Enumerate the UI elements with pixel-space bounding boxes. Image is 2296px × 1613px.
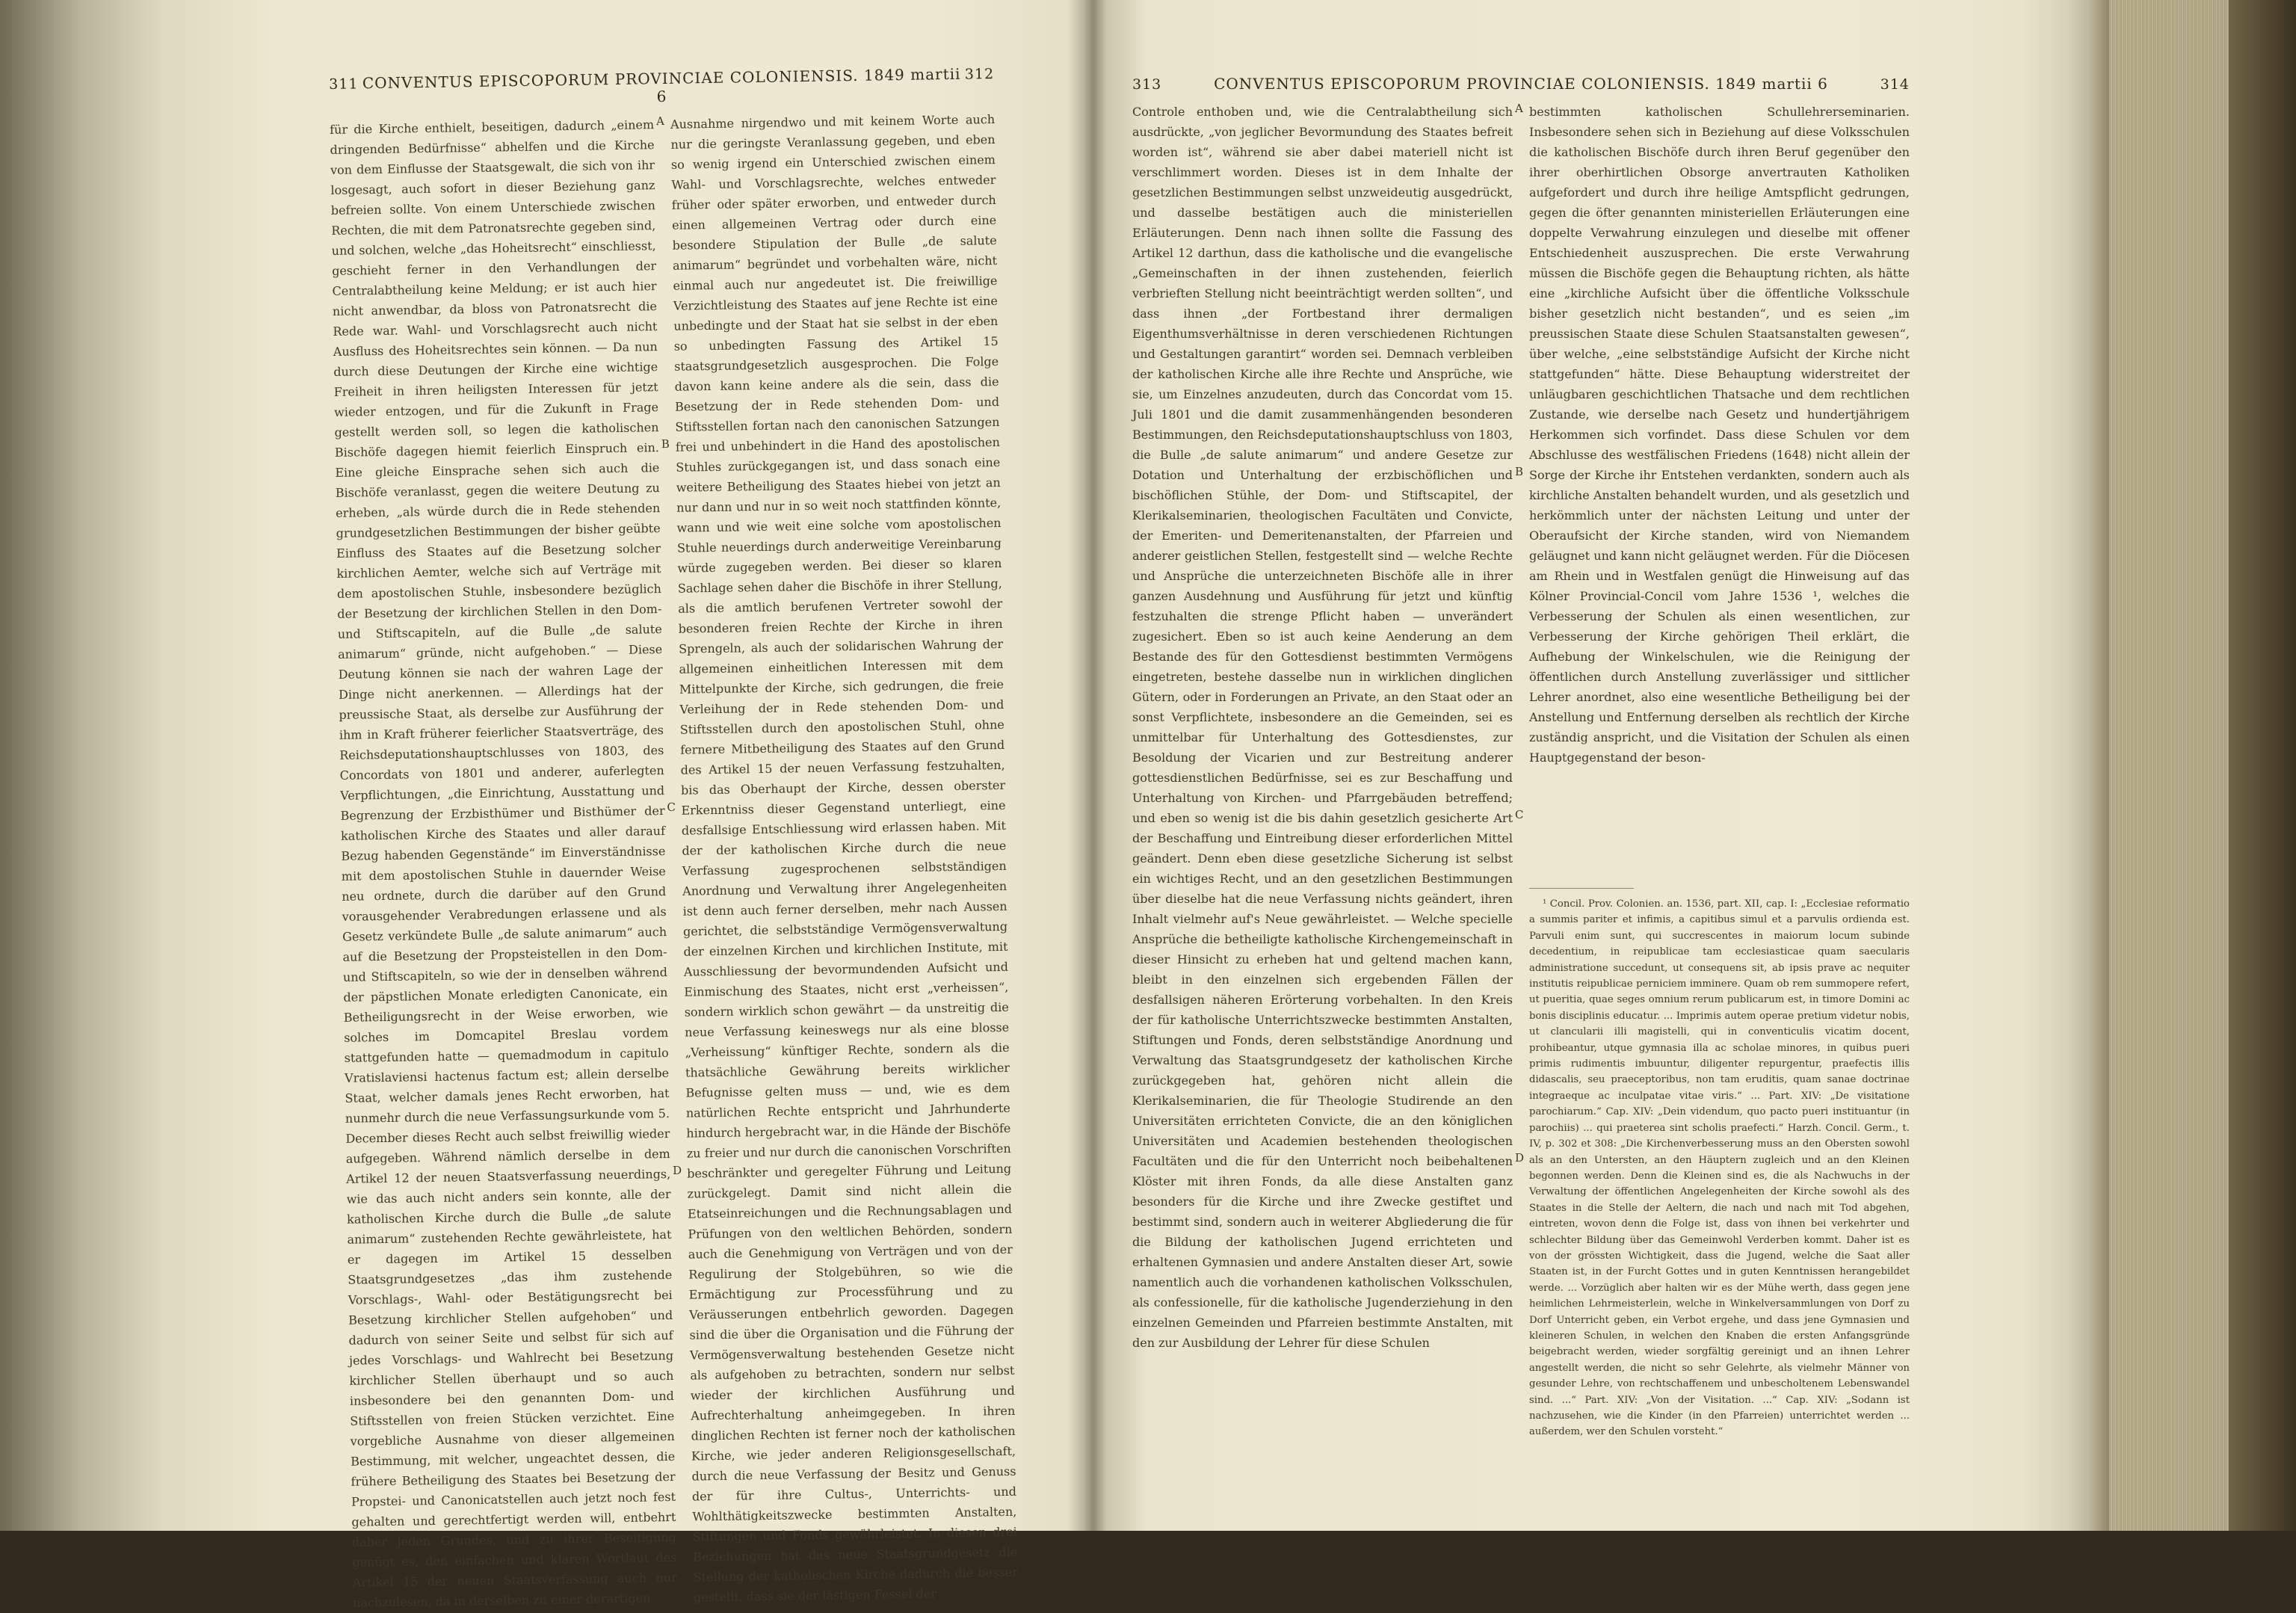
text-column [670,109,1016,1520]
book-cover-edge [2229,0,2296,1531]
margin-letter: A [656,114,664,128]
margin-letter: D [1515,1151,1524,1165]
page-number: 314 [1880,76,1910,93]
text-column [330,114,676,1525]
page-number: 311 [329,75,359,93]
margin-letter: B [1515,465,1523,478]
running-title: CONVENTUS EPISCOPORUM PROVINCIAE COLONIENSIS. 1849 martii 6 [358,65,965,111]
left-page [329,64,1016,1525]
text-column [1132,102,1513,1517]
margin-letter: C [667,801,676,814]
paragraph: Controle enthoben und, wie die Centralabtheilung sich ausdrückte, „von jeglicher Bevormundung des Staates befreit worden ist“, während sie aber dabei materiell nicht ist verschlimmert worden. Dieses ist in dem Inhalte der gesetzlichen Bestimmungen selbst unzweideutig ausgedrückt, und dasselbe bestätigen auch die ministeriellen Erläuterungen. Denn nach ihnen sollte die Fassung des Artikel 12 darthun, dass die katholische und die evangelische „Gemeinschaften in der ihnen zustehenden, feierlich verbrieften Stellung nicht beeinträchtigt werden sollten“, und dass ihnen „der Fortbestand ihrer dermaligen Eigenthumsverhältnisse in deren verschiedenen Richtungen und Gestaltungen garantirt“ worden sei. Demnach verbleiben der katholischen Kirche alle ihre Rechte und Ansprüche, wie sie, um Einzelnes anzudeuten, durch das Concordat vom 15. Juli 1801 und die damit zusammenhängenden besonderen Bestimmungen, den Reichsdeputationshauptschluss von 1803, die Bulle „de salute animarum“ und andere Gesetze zur Dotation und Unterhaltung der erzbischöflichen und bischöflichen Stühle, der Dom- und Stiftscapitel, der Klerikalseminarien, theologischen Facultäten und Convicte, der Emeriten- und Demeritenanstalten, der Pfarreien und anderer geistlichen Stellen, festgestellt sind — welche Rechte und Ansprüche die unterzeichneten Bischöfe alle in ihrer ganzen Ausdehnung und Ausführung für jetzt und künftig festzuhalten die strenge Pflicht haben — unverändert zugesichert. Eben so ist auch keine Aenderung an dem Bestande des für den Gottesdienst bestimmten Vermögens eingetreten, bestehe dasselbe nun in wirklichen dinglichen Gütern, oder in Forderungen an Private, an den Staat oder an sonst Verpflichtete, insbesondere an die Gemeinden, sei es unmittelbar für Unterhaltung des Gottesdienstes, zur Besoldung der Vicarien und zur Bestreitung anderer gottesdienstlichen Bedürfnisse, sei es zur Beschaffung und Unterhaltung von Kirchen- und Pfarrgebäuden betreffend; und eben so wenig ist die bis dahin gesetzlich gesicherte Art der Beschaffung und Eintreibung dieser erforderlichen Mittel geändert. Denn eben diese gesetzliche Sicherung ist selbst ein wichtiges Recht, und an den gesetzlichen Bestimmungen über dieselbe hat die neue Verfassung nichts geändert, ihren Inhalt vielmehr auf's Neue gewährleistet. — Welche specielle Ansprüche die betheiligte katholische Kirchengemeinschaft in dieser Hinsicht zu erheben hat und geltend machen kann, bleibt in den einzelnen sich ergebenden Fällen der desfallsigen näheren Erörterung vorbehalten. In den Kreis der für katholische Unterrichtszwecke bestimmten Anstalten, Stiftungen und Fonds, deren selbstständige Anordnung und Verwaltung das Staatsgrundgesetz der katholischen Kirche zurückgegeben hat, gehören nicht allein die Klerikalseminarien, die für Theologie Studirende an den Universitäten errichteten Convicte, die an den königlichen Universitäten und Academien bestehenden theologischen Facultäten und die für den Unterricht noch beibehaltenen Klöster mit ihren Fonds, da alle diese Anstalten ganz besonders für die Kirche und ihre Zwecke gestiftet und bestimmt sind, sondern auch in weiterer Abgliederung die für die Bildung der katholischen Jugend errichteten und erhaltenen Gymnasien und andere Anstalten dieser Art, sowie namentlich auch die vorhandenen katholischen Volksschulen, als confessionelle, für die katholische Jugenderziehung in den einzelnen Gemeinden und Pfarreien bestimmte Anstalten, mit den zur Ausbildung der Lehrer für diese Schulen [1132,102,1513,1353]
page-number: 313 [1132,76,1161,93]
running-head [329,64,995,111]
footnote-divider [1529,888,1634,889]
paragraph: bestimmten katholischen Schullehrerseminarien. Insbesondere sehen sich in Beziehung auf diese Volksschulen die katholischen Bischöfe durch ihren Beruf gegenüber den ihrer oberhirtlichen Obsorge anvertrauten Katholiken aufgefordert und durch ihre heilige Amtspflicht gedrungen, gegen die öfter genannten ministeriellen Erläuterungen eine doppelte Verwahrung einzulegen und dieselbe mit offener Entschiedenheit auszusprechen. Die erste Verwahrung müssen die Bischöfe gegen die Behauptung richten, als hätte eine „kirchliche Aufsicht über die öffentliche Volksschule bisher gesetzlich nicht bestanden“, und es seien „im preussischen Staate diese Schulen Staatsanstalten gewesen“, über welche, „eine selbstständige Aufsicht der Kirche nicht stattgefunden“ hätte. Diese Behauptung widerstreitet der unläugbaren geschichtlichen Thatsache und dem rechtlichen Zustande, wie derselbe nach Gesetz und hundertjährigem Herkommen sich vorfindet. Dass diese Schulen vor dem Abschlusse des westfälischen Friedens (1648) nicht allein der Sorge der Kirche ihr Entstehen verdankten, sondern auch als kirchliche Anstalten behandelt wurden, und als gesetzlich und herkömmlich unter der nächsten Leitung und unter der Oberaufsicht der Kirche standen, wird von Niemandem geläugnet und kann nicht geläugnet werden. Für die Diöcesen am Rhein und in Westfalen genügt die Hinweisung auf das Kölner Provincial-Concil vom Jahre 1536 ¹, welches die Verbesserung der Schulen als einen wesentlichen, zur Verbesserung der Kirche gehörigen Theil erklärt, die Aufhebung der Winkelschulen, wie die Reinigung der öffentlichen durch Anstellung zuverlässiger und sittlicher Lehrer anordnet, also eine wesentliche Betheiligung bei der Anstellung und Entfernung derselben als rechtlich der Kirche zuständig anspricht, und die Visitation der Schulen als einen Hauptgegenstand der beson- [1529,102,1910,768]
running-head [1132,75,1910,93]
text-column [1529,102,1910,1517]
running-title: CONVENTUS EPISCOPORUM PROVINCIAE COLONIENSIS. 1849 martii 6 [1161,75,1880,93]
footnote: ¹ Concil. Prov. Colonien. an. 1536, part. XII, cap. I: „Ecclesiae reformatio a summis pariter et infimis, a capitibus simul et a parvulis ordienda est. Parvuli enim sunt, qui succrescentes in maiorum locum subinde decedentium, in reipublicae tam ecclesiasticae quam saecularis administratione succedunt, ut consequens sit, ab ipsis prave ac nequiter institutis reipublicae perniciem imminere. Quam ob rem summopere refert, ut pueritia, quae seges omnium rerum publicarum est, in timore Domini ac bonis disciplinis educatur. ... Imprimis autem operae pretium videtur nobis, ut clancularii illi magistelli, qui in conventiculis vicatim docent, prohibeantur, utque gymnasia illa ac scholae minores, in quibus pueri primis rudimentis imbuuntur, diligenter repurgentur, praefectis illis didascalis, seu praeceptoribus, non tam eruditis, quam sanae doctrinae integraeque ac inculpatae vitae viris.“ ... Part. XIV: „De visitatione parochiarum.“ Cap. XIV: „Dein videndum, quo pacto pueri instituantur (in parochiis) ... qui praeterea sint scholis praefecti.“ Harzh. Concil. Germ., t. IV, p. 302 et 308: „Die Kirchenverbesserung muss an den Obersten sowohl als an den Untersten, an den Häuptern zugleich und an den Kleinen begonnen werden. Denn die Kleinen sind es, die als Nachwuchs in der Verwaltung der öffentlichen Angelegenheiten der Kirche sowohl als des Staates in die Stelle der Aeltern, die nach und nach mit Tod abgehen, eintreten, wovon denn die Folge ist, dass von ihnen bei verkehrter und schlechter Bildung über das Gemeinwohl Verderben kommt. Daher ist es von der grössten Wichtigkeit, dass die Jugend, welche die Saat aller Staaten ist, in der Furcht Gottes und in guten Kenntnissen herangebildet werde. ... Vorzüglich aber halten wir es der Mühe werth, dass gegen jene heimlichen Lehrmeisterlein, welche in Winkelversammlungen von Dorf zu Dorf Unterricht geben, ein Verbot ergehe, und dass jene Gymnasien und kleineren Schulen, in welchen den Knaben die ersten Anfangsgründe beigebracht werden, wieder sorgfältig gereinigt und an ihnen Lehrer angestellt werden, die nicht so sehr Gelehrte, als vielmehr Männer von gesunder Lehre, von rechtschaffenem und unbescholtenem Lebenswandel sind. ...“ Part. XIV: „Von der Visitation. ...“ Cap. XIV: „Sodann ist nachzusehen, wie die Kinder (in den Pfarreien) unterrichtet werden ... außerdem, wer den Schulen vorsteht.“ [1529,896,1910,1440]
margin-letter: C [1515,808,1523,821]
page-number: 312 [965,66,995,83]
margin-letter: B [661,437,670,451]
paragraph: für die Kirche enthielt, beseitigen, dadurch „einem dringenden Bedürfnisse“ abhelfen und die Kirche von dem Einflusse der Staatsgewalt, die sich von ihr losgesagt, auch sofort in dieser Beziehung ganz befreien sollte. Von einem Unterschiede zwischen Rechten, die mit dem Patronatsrechte gegeben sind, und solchen, welche „das Hoheitsrecht“ einschliesst, geschieht ferner in den Verhandlungen der Centralabtheilung keine Meldung; er ist auch hier nicht anwendbar, da bloss von Patronatsrecht die Rede war. Wahl- und Vorschlagsrecht auch nicht Ausfluss des Hoheitsrechtes sein können. — Da nun durch diese Deutungen der Kirche eine wichtige Freiheit in ihren heiligsten Interessen für jetzt wieder entzogen, und für die Zukunft in Frage gestellt werden soll, so legen die katholischen Bischöfe dagegen hiemit feierlich Einspruch ein. Eine gleiche Einsprache sehen sich auch die Bischöfe veranlasst, gegen die weitere Deutung zu erheben, „als würde durch die in Rede stehenden grundgesetzlichen Bestimmungen der bisher geübte Einfluss des Staates auf die Besetzung solcher kirchlichen Aemter, welche sich auf Verträge mit dem apostolischen Stuhle, insbesondere bezüglich der Besetzung der kirchlichen Stellen in den Dom- und Stiftscapiteln, auf die Bulle „de salute animarum“ gründe, nicht aufgehoben.“ — Diese Deutung können sie nach der wahren Lage der Dinge nicht anerkennen. — Allerdings hat der preussische Staat, als derselbe zur Ausführung der ihm in Kraft früherer feierlicher Staatsverträge, des Reichsdeputationshauptschlusses von 1803, des Concordats von 1801 und anderer, auferlegten Verpflichtungen, „die Einrichtung, Ausstattung und Begrenzung der Erzbisthümer und Bisthümer der katholischen Kirche des Staates und aller darauf Bezug habenden Gegenstände“ im Einverständnisse mit dem apostolischen Stuhle in dauernder Weise neu ordnete, durch die darüber auf den Grund vorausgehender Verabredungen erlassene und als Gesetz verkündete Bulle „de salute animarum“ auch auf die Besetzung der Propsteistellen in den Dom- und Stiftscapiteln, so wie der in denselben während der päpstlichen Monate erledigten Canonicate, ein Betheiligungsrecht in der Weise erworben, wie solches im Domcapitel Breslau vordem stattgefunden hatte — quemadmodum in capitulo Vratislaviensi hactenus factum est; allein derselbe Staat, welcher damals jenes Recht erworben, hat nunmehr durch die neue Verfassungsurkunde vom 5. December dieses Recht auch selbst freiwillig wieder aufgegeben. Während nämlich derselbe in dem Artikel 12 der neuen Staatsverfassung neuerdings, wie das auch nicht anders sein konnte, alle der katholischen Kirche durch die Bulle „de salute animarum“ zustehenden Rechte gewährleistete, hat er dagegen im Artikel 15 desselben Staatsgrundgesetzes „das ihm zustehende Vorschlags-, Wahl- oder Bestätigungsrecht bei Besetzung kirchlicher Stellen aufgehoben“ und dadurch von seiner Seite und selbst für sich auf jedes Vorschlags- und Wahlrecht bei Besetzung kirchlicher Stellen überhaupt und so auch insbesondere bei den genannten Dom- und Stiftsstellen von freien Stücken verzichtet. Eine vorgebliche Ausnahme von dieser allgemeinen Bestimmung, mit welcher, ungeachtet dessen, die frühere Betheiligung des Staates bei Besetzung der Propstei- und Canonicatstellen auch jetzt noch fest gehalten und gerechtfertigt werden will, entbehrt daher jeden Grundes, und zu ihrer Beseitigung genügt es, den einfachen und klaren Wortlaut des Artikel 15 der neuen Staatsverfassung auch nur nachzulesen, da in derselben zu einer derartigen [330,114,677,1613]
margin-letter: D [673,1164,682,1177]
right-page [1132,75,1910,1517]
paragraph: Ausnahme nirgendwo und mit keinem Worte auch nur die geringste Veranlassung gegeben, und eben so wenig irgend ein Unterschied zwischen einem Wahl- und Vorschlagsrechte, welches entweder früher oder später erworben, und entweder durch einen allgemeinen Vertrag oder durch eine besondere Stipulation der Bulle „de salute animarum“ begründet und vorbehalten wäre, nicht einmal auch nur angedeutet ist. Die freiwillige Verzichtleistung des Staates auf jene Rechte ist eine unbedingte und der Staat hat sie selbst in der eben so unbedingten Fassung des Artikel 15 staatsgrundgesetzlich ausgesprochen. Die Folge davon kann keine andere als die sein, dass die Besetzung der in Rede stehenden Dom- und Stiftsstellen fortan nach den canonischen Satzungen frei und unbehindert in die Hand des apostolischen Stuhles zurückgegangen ist, und dass sonach eine weitere Betheiligung des Staates hiebei von jetzt an nur dann und nur in so weit noch stattfinden könnte, wann und wie weit eine solche vom apostolischen Stuhle neuerdings durch anderweitige Vereinbarung würde zugegeben werden. Bei dieser so klaren Sachlage sehen daher die Bischöfe in ihrer Stellung, als die amtlich berufenen Vertreter sowohl der besonderen freien Rechte der Kirche in ihren Sprengeln, als auch der solidarischen Wahrung der allgemeinen einheitlichen Interessen mit dem Mittelpunkte der Kirche, sich gedrungen, die freie Verleihung der in Rede stehenden Dom- und Stiftsstellen durch den apostolischen Stuhl, ohne fernere Mitbetheiligung des Staates auf den Grund des Artikel 15 der neuen Verfassung festzuhalten, bis das Oberhaupt der Kirche, dessen oberster Erkenntniss dieser Gegenstand unterliegt, eine desfallsige Entschliessung wird erlassen haben. Mit der der katholischen Kirche durch die neue Verfassung zugesprochenen selbstständigen Anordnung und Verwaltung ihrer Angelegenheiten ist denn auch ferner derselben, mehr nach Aussen gerichtet, die selbstständige Vermögensverwaltung der einzelnen Kirchen und kirchlichen Institute, mit Ausschliessung der bevormundenden Aufsicht und Einmischung des Staates, nicht erst „verheissen“, sondern wirklich schon gewährt — da unstreitig die neue Verfassung keineswegs nur als eine blosse „Verheissung“ künftiger Rechte, sondern als die thatsächliche Gewährung bereits wirklicher Befugnisse gelten muss — und, wie es dem natürlichen Rechte entspricht und Jahrhunderte hindurch hergebracht war, in die Hände der Bischöfe zu freier und nur durch die canonischen Vorschriften beschränkter und geregelter Führung und Leitung zurückgelegt. Damit sind nicht allein die Etatseinreichungen und die Rechnungsablagen und Prüfungen von den weltlichen Behörden, sondern auch die Genehmigung von Verträgen und von der Regulirung der Stolgebühren, so wie die Ermächtigung zur Processführung und zu Veräusserungen entbehrlich geworden. Dagegen sind die über die Organisation und die Führung der Vermögensverwaltung bestehenden Gesetze nicht als aufgehoben zu betrachten, sondern nur selbst wieder der kirchlichen Ausführung und Aufrechterhaltung anheimgegeben. In ihren dinglichen Rechten ist ferner noch der katholischen Kirche, wie jeder anderen Religionsgesellschaft, durch die neue Verfassung der Besitz und Genuss der für ihre Cultus-, Unterrichts- und Wohlthätigkeitszwecke bestimmten Anstalten, Stiftungen und Fonds gewährleistet. In diesen drei Beziehungen hat das neue Staatsgrundgesetz die Stellung der katholischen Kirche dadurch die besser gestellt, dass sie der lästigen Fessel der [670,109,1018,1608]
margin-letter: A [1515,102,1523,115]
